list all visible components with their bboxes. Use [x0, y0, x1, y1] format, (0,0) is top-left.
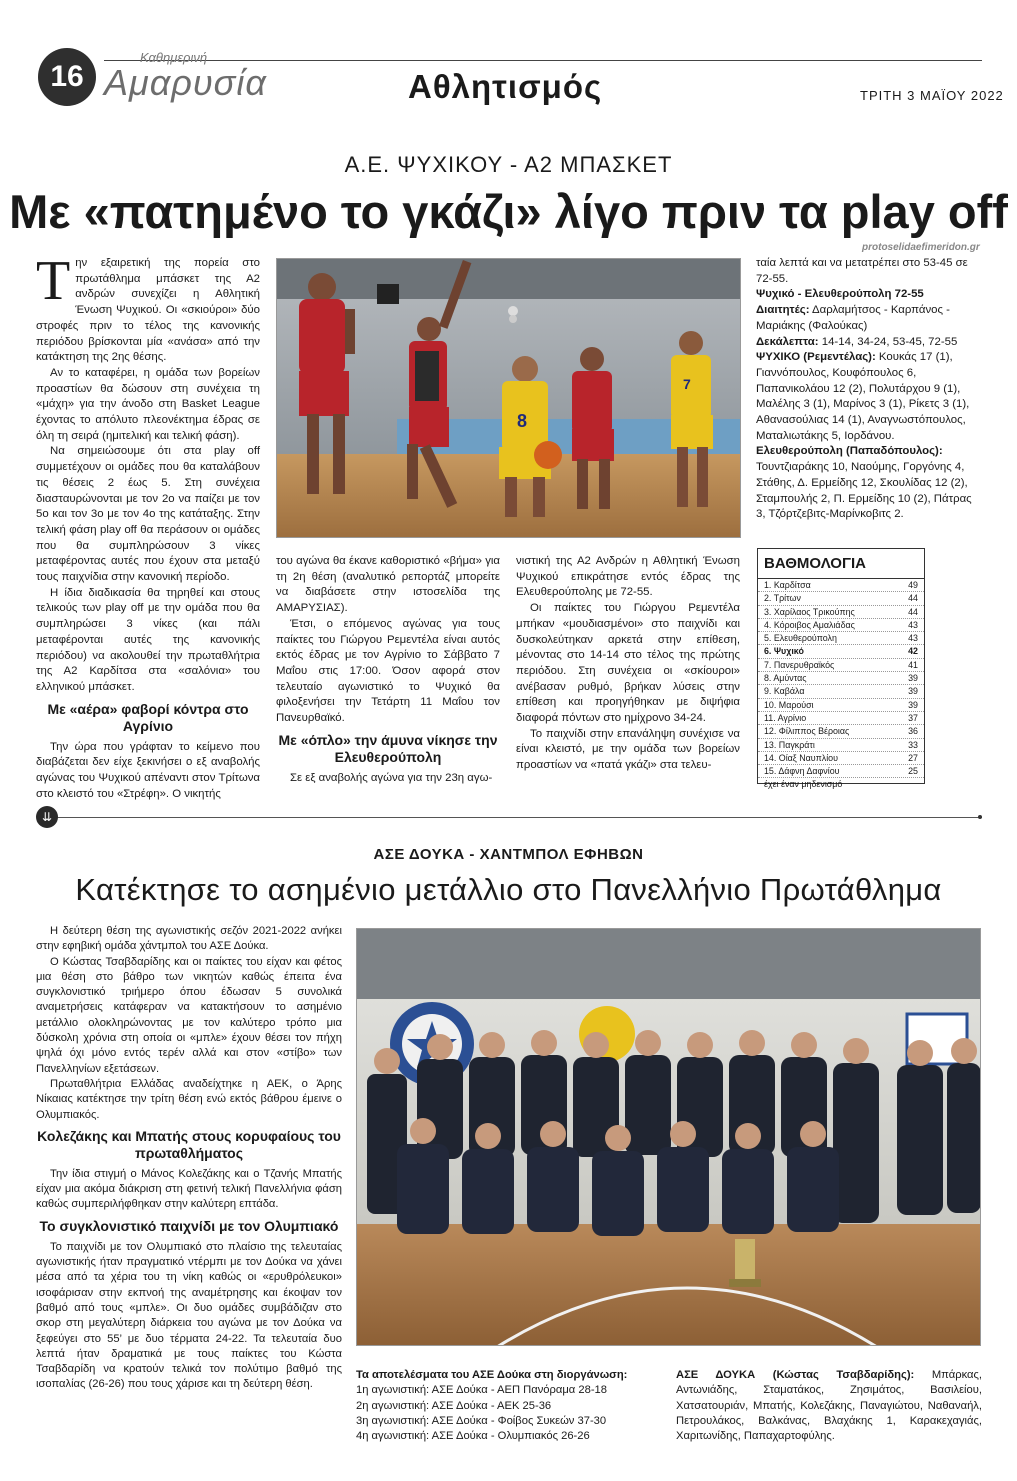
subheading: Το συγκλονιστικό παιχνίδι με τον Ολυμπιακό: [39, 1217, 339, 1234]
article1-column-2: [276, 554, 500, 786]
article1-kicker: Α.Ε. ΨΥΧΙΚΟΥ - Α2 ΜΠΑΣΚΕΤ: [344, 152, 673, 177]
paragraph: Ο Κώστας Τσαβδαρίδης και οι παίκτες του είχαν και φέτος μια θέση στο βάθρο των νικητών καθώς έπειτα ένα συγκλονιστικό τριήμερο όπου έδωσαν 5 συνολικά αναμετρήσεις κατάφεραν να κατακτήσουν το ασημένιο μετάλλιο ολοκληρώνοντας με τον καλύτερο τρόπο μια δύσκολη χρόνια στη οποία οι «μπλε» έχουν θέσει τον πήχη ψηλά όχι μόνο εντός τερέν αλλά και στον «στίβο» των Πανελληνίων εξετάσεων.: [36, 955, 342, 1075]
standings-row: [758, 672, 924, 685]
article1-column-1: [36, 250, 260, 803]
results-title: Τα αποτελέσματα του ΑΣΕ Δούκα στη διοργάνωση:: [356, 1369, 628, 1381]
standings-row: [758, 632, 924, 645]
team-points: 36: [908, 726, 918, 737]
team-name: 8. Αμύντας: [764, 673, 807, 684]
paragraph: Να σημειώσουμε ότι στα play off συμμετέχουν οι ομάδες που θα καταλάβουν τις θέσεις 2 έως 5. Στη συνέχεια διασταυρώνονται με τον 2ο να παίζει με τον 5ο και τον 3ο με τον 4ο της κατάταξης. Στην τελική φάση play off θα περάσουν οι ομάδες που θα συμπληρώσουν 3 νίκες μεταφέροντας αυτές που έχουν στα μεταξύ τους παιχνίδια στην κανονική περίοδο.: [36, 445, 260, 584]
value: 14-14, 34-24, 53-45, 72-55: [821, 335, 958, 348]
team-name: 13. Παγκράτι: [764, 739, 815, 750]
roster-list: Μπάρκας, Αντωνιάδης, Σταματάκος, Ζησιμάτος, Βασιλείου, Χατσατουριάν, Μπατής, Κολεζάκης, Παναγιώτου, Ναθαναήλ, Πετρουλάκος, Βαλκάνας, Βλαχάκης 1, Καρακεχαγιάς, Χαριτωνίδης, Παπαχαρτοφύλης.: [676, 1369, 982, 1443]
team-points: 44: [908, 593, 918, 604]
team-name: 1. Καρδίτσα: [764, 580, 811, 590]
subheading: Με «όπλο» την άμυνα νίκησε την Ελευθερούπολη: [278, 731, 498, 765]
team-name: 9. Καβάλα: [764, 686, 805, 697]
team-points: 41: [908, 659, 918, 670]
paragraph: Την ίδια στιγμή ο Μάνος Κολεζάκης και ο Τζανής Μπατής είχαν μια ακόμα διάκριση στη φετινή τελική Πανελλήνια φάση καθώς συμπεριλήφθηκαν στην καλύτερη επτάδα.: [36, 1167, 342, 1211]
value: Κουκάς 17 (1), Γιαννόπουλος, Κουφόπουλος 6, Παπανικολάου 12 (2), Πολυτάρχου 9 (1), Μαλέλης 3 (1), Μαρίνος 3 (1), Ρίκετς 3 (1), Αθανασούλιας 14 (1), Αναγνωστόπουλος, Ματαλιωτάκης 5, Ιορδάνου.: [756, 351, 970, 442]
subheading: Κολεζάκης και Μπατής στους κορυφαίους του πρωταθλήματος: [37, 1127, 341, 1161]
standings-row: [758, 765, 924, 778]
label: Δεκάλεπτα:: [756, 335, 819, 348]
paragraph: Οι παίκτες του Γιώργου Ρεμεντέλα μπήκαν «μουδιασμένοι» στο παιχνίδι και δυσκολεύτηκαν αρκετά στην επίθεση, μένοντας στο 14-14 στο τέλος της πρώτης περιόδου. Στη συνέχεια οι «σκίουροι» ανέβασαν ρυθμό, βρήκαν λύσεις στην επίθεση και προηγήθηκαν με διψήφια διαφορά πόντων στο ημίχρονο 34-24.: [516, 602, 740, 725]
standings-note: έχει έναν μηδενισμό: [764, 779, 843, 790]
paragraph: ταία λεπτά και να μετατρέπει στο 53-45 σε 72-55.: [756, 257, 968, 285]
logo-subtitle: Καθημερινή: [140, 50, 208, 65]
team-name: 12. Φίλιππος Βέροιας: [764, 726, 850, 737]
page-number: 16: [38, 48, 96, 106]
results-list: [356, 1383, 666, 1444]
team-name: 6. Ψυχικό: [764, 646, 804, 657]
paragraph: Η δεύτερη θέση της αγωνιστικής σεζόν 2021-2022 ανήκει στην εφηβική ομάδα χάντμπολ του ΑΣΕ Δούκα.: [36, 925, 342, 953]
article1-column-4: [756, 256, 982, 523]
paragraph: του αγώνα θα έκανε καθοριστικό «βήμα» για τη 2η θέση (αναλυτικό ρεπορτάζ μπορείτε να διαβάσετε στην ιστοσελίδα της ΑΜΑΡΥΣΙΑΣ).: [276, 555, 500, 615]
result-line: 2η αγωνιστική: ΑΣΕ Δούκα - ΑΕΚ 25-36: [356, 1399, 552, 1412]
standings-row: [758, 712, 924, 725]
team-name: 4. Κόροιβος Αμαλιάδας: [764, 619, 855, 630]
team-points: 39: [908, 686, 918, 697]
subheading: Με «αέρα» φαβορί κόντρα στο Αγρίνιο: [47, 700, 249, 734]
team-points: 37: [908, 712, 918, 723]
team-name: 3. Χαρίλαος Τρικούπης: [764, 606, 855, 617]
standings-title: ΒΑΘΜΟΛΟΓΙΑ: [758, 549, 924, 579]
article2-column-1: [36, 924, 342, 1393]
team-name: 7. Πανερυθραϊκός: [764, 659, 835, 670]
paragraph: Η ίδια διαδικασία θα τηρηθεί και στους τελικούς των play off με την ομάδα που θα συμπληρώσει 3 νίκες (και πάλι μεταφέρονται αυτές της κανονικής περιόδου) να ακολουθεί την πρωταθλήτρια της Α2 Καρδίτσα στα «σαλόνια» του ελληνικού μπάσκετ.: [36, 586, 260, 693]
standings-row: [758, 699, 924, 712]
team-name: 10. Μαρούσι: [764, 699, 814, 710]
team-points: 27: [908, 752, 918, 763]
divider-dot: [978, 815, 982, 819]
team-points: 44: [908, 606, 918, 617]
label: ΨΥΧΙΚΟ (Ρεμεντέλας):: [756, 351, 876, 364]
result-line: 1η αγωνιστική: ΑΣΕ Δούκα - ΑΕΠ Πανόραμα 28-18: [356, 1384, 607, 1397]
watermark: protoselidaefimeridon.gr: [862, 242, 980, 253]
paragraph: Έτσι, ο επόμενος αγώνας για τους παίκτες του Γιώργου Ρεμεντέλα είναι αυτός εκτός έδρας με τον Αγρίνιο το Σάββατο 7 Μαΐου στις 17:00. Όσον αφορά στον τελευταίο αγωνιστικό το Ψυχικό θα φιλοξενήσει την Τετάρτη 11 Μαΐου τον Πανευρθαϊκό.: [276, 617, 500, 725]
section-title: Αθλητισμός: [408, 68, 603, 105]
value: Τουντζιαράκης 10, Ναούμης, Γοργόνης 4, Στάθης, Δ. Ερμείδης 12, Σκουλίδας 12 (2), Σταμπουλής 2, Π. Ερμείδης 10 (2), Πάτρας 3, Τζόρτζεβιτς-Μαρίνκοβιτς 2.: [756, 461, 972, 521]
standings-row: [758, 606, 924, 619]
team-name: 15. Δάφνη Δαφνίου: [764, 766, 840, 777]
team-photo-illustration: [357, 929, 981, 1346]
standings-row: [758, 659, 924, 672]
drop-cap: Τ: [36, 250, 71, 312]
standings-row: [758, 592, 924, 605]
roster-label: ΑΣΕ ΔΟΥΚΑ (Κώστας Τσαβδαρίδης):: [676, 1369, 915, 1381]
article2-kicker: ΑΣΕ ΔΟΥΚΑ - ΧΑΝΤΜΠΟΛ ΕΦΗΒΩΝ: [373, 846, 644, 863]
standings-table: [757, 548, 925, 790]
chevron-down-icon: ⇊: [36, 806, 58, 828]
standings-row: [758, 725, 924, 738]
team-name: 2. Τρίτων: [764, 593, 801, 604]
team-points: 39: [908, 673, 918, 684]
team1-line: [756, 350, 982, 444]
header-rule: [104, 60, 982, 61]
article1-column-3: [516, 554, 740, 774]
team-name: 11. Αγρίνιο: [764, 712, 807, 723]
result-line: 3η αγωνιστική: ΑΣΕ Δούκα - Φοίβος Συκεών 37-30: [356, 1414, 607, 1427]
paragraph: νιστική της Α2 Ανδρών η Αθλητική Ένωση Ψυχικού επικράτησε εντός έδρας της Ελευθερούπολης με 72-55.: [516, 555, 740, 599]
roster-box: [676, 1368, 982, 1444]
team-points: 43: [908, 633, 918, 644]
jersey-number: 7: [683, 376, 691, 392]
paragraph: Την ώρα που γράφταν το κείμενο που διαβάζεται δεν είχε ξεκινήσει ο εξ αναβολής αγώνας του Ψυχικού απέναντι στον Τρίτωνα στο κλειστό του «Στρέφη». Ο νικητής: [36, 740, 260, 800]
team-name: 5. Ελευθερούπολη: [764, 633, 837, 644]
standings-row: [758, 579, 924, 592]
team-points: 49: [908, 580, 918, 590]
value: Δαρλαμήτσος - Καρπάνος - Μαριάκης (Φαλούκας): [756, 304, 950, 332]
section-divider: [56, 817, 982, 818]
basketball-game-photo: [276, 258, 741, 538]
standings-rows: [758, 579, 924, 778]
game-score-title: Ψυχικό - Ελευθερούπολη 72-55: [756, 288, 924, 301]
team-points: 25: [908, 766, 918, 777]
standings-row: [758, 685, 924, 698]
article1-headline: Με «πατημένο το γκάζι» λίγο πριν τα play off: [9, 185, 1008, 238]
paragraph: Το παιχνίδι στην επανάληψη συνέχισε να είναι κλειστό, με την ομάδα των βορείων προαστίων να «πατά γκάζι» στα τελευ-: [516, 727, 740, 772]
handball-team-photo: [356, 928, 981, 1346]
article2-headline: Κατέκτησε το ασημένιο μετάλλιο στο Πανελλήνιο Πρωτάθλημα: [75, 872, 942, 907]
team-points: 33: [908, 739, 918, 750]
standings-row: [758, 619, 924, 632]
standings-row: [758, 739, 924, 752]
label: Ελευθερούπολη (Παπαδόπουλος):: [756, 445, 943, 458]
standings-row: [758, 752, 924, 765]
team2-line: [756, 444, 982, 523]
label: Διαιτητές:: [756, 304, 810, 317]
paragraph: Πρωταθλήτρια Ελλάδας αναδείχτηκε η ΑΕΚ, ο Άρης Νίκαιας κατέκτησε την τρίτη θέση ενώ εκτός βάθρου έμεινε ο Ολυμπιακός.: [36, 1077, 342, 1121]
standings-row: [758, 645, 924, 658]
paragraph: Αν το καταφέρει, η ομάδα των βορείων προαστίων θα δώσουν στη συνέχεια τη «μάχη» για την άνοδο στη Basket League έχοντας το απόλυτο πλεονέκτημα έδρας σε όλη τη σειρά (ημιτελική και τελική φάση).: [36, 366, 260, 442]
paragraph: Σε εξ αναβολής αγώνα για την 23η αγω-: [290, 771, 493, 784]
logo-title: Αμαρυσία: [104, 62, 267, 103]
team-points: 42: [908, 646, 918, 657]
results-box: [356, 1368, 666, 1444]
referees-line: [756, 303, 982, 334]
team-points: 43: [908, 619, 918, 630]
basketball-illustration: [277, 259, 741, 538]
issue-date: ΤΡΙΤΗ 3 ΜΑΪΟΥ 2022: [860, 88, 1004, 103]
jersey-number: 8: [517, 411, 528, 431]
team-name: 14. Οίαξ Ναυπλίου: [764, 752, 838, 763]
result-line: 4η αγωνιστική: ΑΣΕ Δούκα - Ολυμπιακός 26-26: [356, 1430, 590, 1443]
paragraph: ην εξαιρετική της πορεία στο πρωτάθλημα μπάσκετ της Α2 ανδρών συνεχίζει η Αθλητική Ένωση Ψυχικού. Οι «σκιούροι» δύο στροφές πριν το τέλος της κανονικής περιόδου βρίσκονται μία «ανάσα» από την κατάκτηση της 2ης θέσης.: [36, 257, 260, 364]
quarters-line: [756, 335, 982, 351]
team-points: 39: [908, 699, 918, 710]
paragraph: Το παιχνίδι με τον Ολυμπιακό στο πλαίσιο της τελευταίας αγωνιστικής ήταν πραγματικό ντέρμπι με τον Δούκα να χάνει μέσα από τα χέρια του τη νίκη καθώς οι «ερυθρόλευκοι» ισοφάρισαν στην εκπνοή της αναμέτρησης και έκοψαν τον βαθμό από τους «μπλε». Οι δυο ομάδες συμβάδιζαν στο σκορ στη μεγαλύτερη διάρκεια του αγώνα με τον Δούκα να ξεφεύγει στο 55’ με δυο τέρματα 24-22. Τα τελευταία δυο λεπτά ήταν δραματικά με τους παίκτες του Κώστα Τσαβδαρίδη να κρατούν τελικά τον πολύτιμο βαθμό της ισοπαλίας (26-26) που τους χάρισε και τη δεύτερη θέση.: [36, 1240, 342, 1391]
